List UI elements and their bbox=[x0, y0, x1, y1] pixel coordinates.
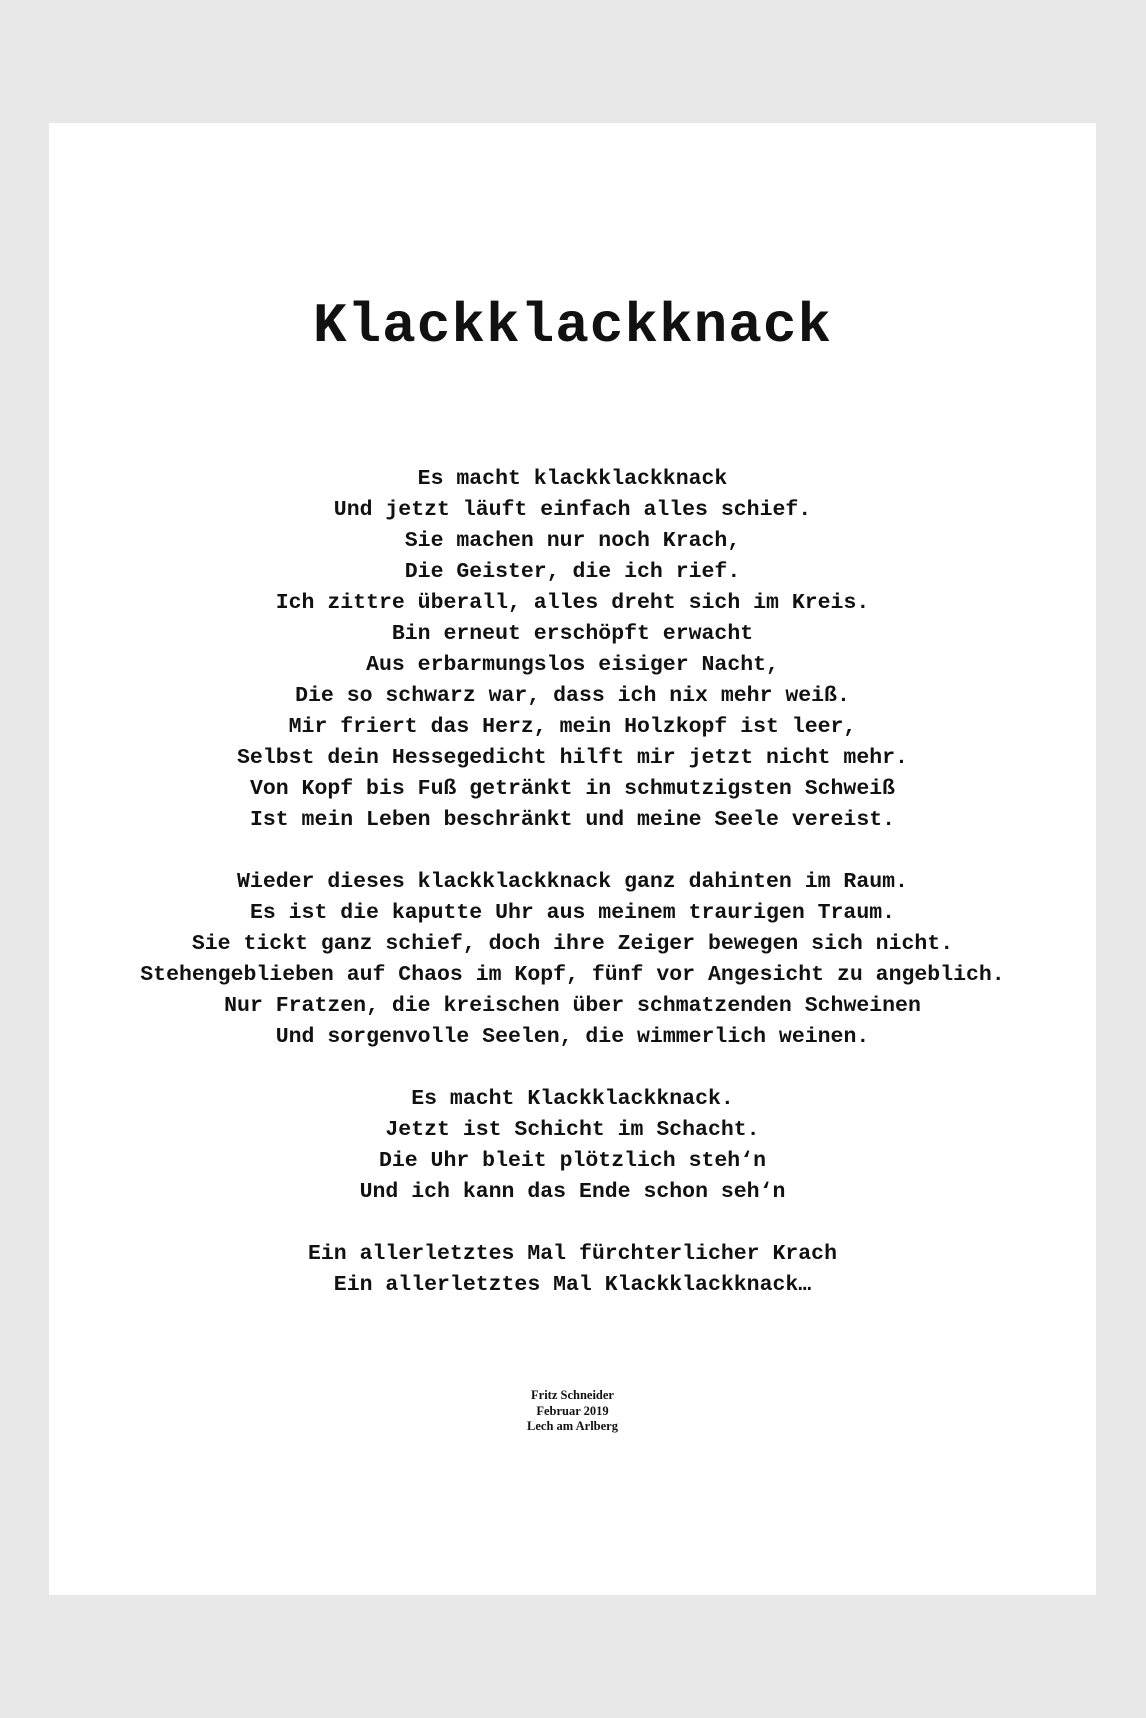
poem-title: Klackklackknack bbox=[312, 294, 833, 358]
poem-line: Selbst dein Hessegedicht hilft mir jetzt nicht mehr. bbox=[237, 746, 908, 770]
poem-line: Es macht Klackklackknack. bbox=[411, 1087, 734, 1111]
stanza-1 bbox=[49, 464, 1096, 836]
poem-line: Es macht klackklackknack bbox=[417, 467, 728, 491]
poem-body bbox=[49, 464, 1096, 1332]
poem-line: Es ist die kaputte Uhr aus meinem traurigen Traum. bbox=[249, 901, 896, 925]
poem-line: Mir friert das Herz, mein Holzkopf ist leer, bbox=[288, 715, 857, 739]
poem-line: Ist mein Leben beschränkt und meine Seele vereist. bbox=[249, 808, 896, 832]
poem-line: Und jetzt läuft einfach alles schief. bbox=[333, 498, 812, 522]
poem-line: Sie machen nur noch Krach, bbox=[404, 529, 741, 553]
poem-line: Bin erneut erschöpft erwacht bbox=[391, 622, 754, 646]
poem-line: Stehengeblieben auf Chaos im Kopf, fünf vor Angesicht zu angeblich. bbox=[140, 963, 1005, 987]
poem-line: Die Geister, die ich rief. bbox=[404, 560, 741, 584]
poem-page bbox=[49, 123, 1096, 1595]
author-name: Fritz Schneider bbox=[531, 1388, 614, 1402]
poem-line: Aus erbarmungslos eisiger Nacht, bbox=[366, 653, 779, 677]
stanza-3 bbox=[49, 1084, 1096, 1208]
poem-line: Jetzt ist Schicht im Schacht. bbox=[385, 1118, 760, 1142]
poem-line: Die so schwarz war, dass ich nix mehr weiß. bbox=[295, 684, 850, 708]
signature-block bbox=[49, 1388, 1096, 1435]
date-line: Februar 2019 bbox=[536, 1403, 609, 1418]
poem-line: Und ich kann das Ende schon seh‘n bbox=[359, 1180, 786, 1204]
poem-line: Sie tickt ganz schief, doch ihre Zeiger bewegen sich nicht. bbox=[191, 932, 954, 956]
poem-line: Ich zittre überall, alles dreht sich im Kreis. bbox=[275, 591, 870, 615]
stanza-4 bbox=[49, 1239, 1096, 1301]
poem-line: Und sorgenvolle Seelen, die wimmerlich weinen. bbox=[275, 1025, 870, 1049]
poem-line: Die Uhr bleit plötzlich steh‘n bbox=[378, 1149, 767, 1173]
poem-line: Ein allerletztes Mal Klackklackknack… bbox=[333, 1273, 812, 1297]
poem-line: Von Kopf bis Fuß getränkt in schmutzigsten Schweiß bbox=[249, 777, 896, 801]
poem-line: Nur Fratzen, die kreischen über schmatzenden Schweinen bbox=[224, 994, 921, 1018]
place-line: Lech am Arlberg bbox=[527, 1419, 618, 1433]
stanza-2 bbox=[49, 867, 1096, 1053]
poem-line: Ein allerletztes Mal fürchterlicher Krach bbox=[308, 1242, 837, 1266]
poem-line: Wieder dieses klackklackknack ganz dahinten im Raum. bbox=[237, 870, 908, 894]
